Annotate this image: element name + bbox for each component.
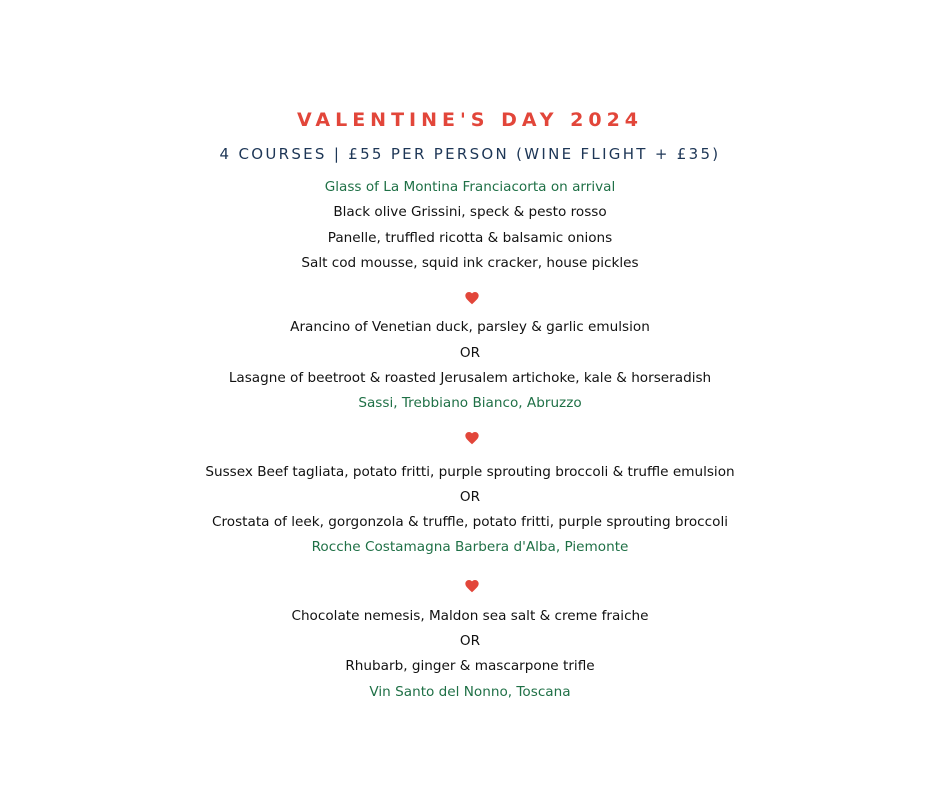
- menu-item: Black olive Grissini, speck & pesto rosso: [333, 204, 607, 220]
- menu-item: Sussex Beef tagliata, potato fritti, purple sprouting broccoli & truffle emulsion: [205, 464, 735, 480]
- menu-item: Chocolate nemesis, Maldon sea salt & creme fraiche: [291, 608, 649, 624]
- wine-pairing: Rocche Costamagna Barbera d'Alba, Piemonte: [311, 539, 629, 555]
- heart-icon: [464, 290, 480, 306]
- heart-icon: [464, 430, 480, 446]
- menu-subtitle: 4 COURSES | £55 PER PERSON (WINE FLIGHT + £35): [219, 145, 721, 163]
- menu-item: Lasagne of beetroot & roasted Jerusalem artichoke, kale & horseradish: [228, 370, 712, 386]
- menu-item: Rhubarb, ginger & mascarpone trifle: [345, 658, 595, 674]
- menu-item: Crostata of leek, gorgonzola & truffle, potato fritti, purple sprouting broccoli: [212, 514, 728, 530]
- menu-item: Panelle, truffled ricotta & balsamic onions: [327, 230, 613, 246]
- wine-pairing: Sassi, Trebbiano Bianco, Abruzzo: [358, 395, 582, 411]
- heart-icon: [464, 578, 480, 594]
- or-separator: OR: [459, 489, 481, 505]
- wine-pairing: Vin Santo del Nonno, Toscana: [369, 684, 571, 700]
- or-separator: OR: [459, 633, 481, 649]
- menu-title: VALENTINE'S DAY 2024: [296, 109, 644, 131]
- arrival-wine: Glass of La Montina Franciacorta on arrival: [324, 179, 616, 195]
- menu-item: Salt cod mousse, squid ink cracker, house pickles: [301, 255, 639, 271]
- menu-item: Arancino of Venetian duck, parsley & garlic emulsion: [290, 319, 650, 335]
- or-separator: OR: [459, 345, 481, 361]
